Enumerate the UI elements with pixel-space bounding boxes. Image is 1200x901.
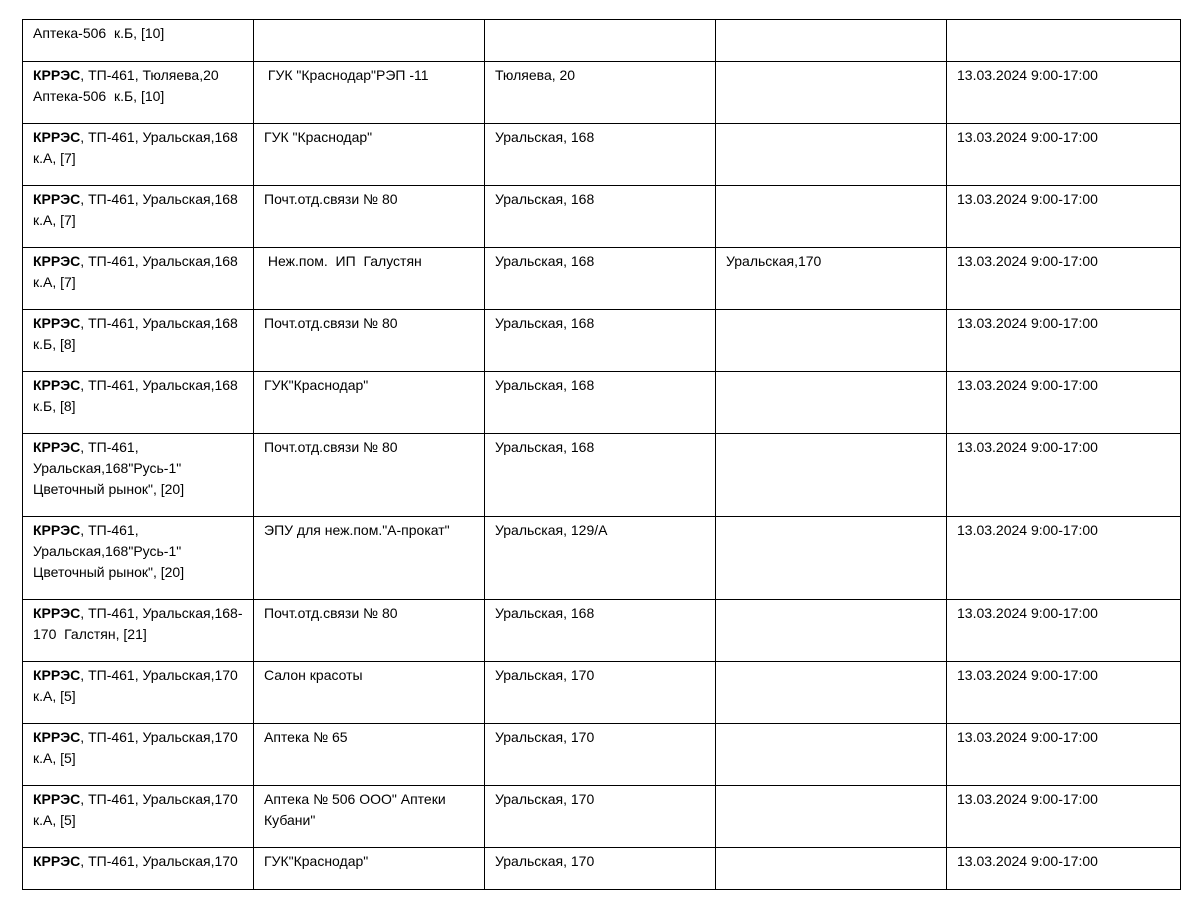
cell-feeder — [23, 186, 254, 248]
cell-extra-address — [716, 434, 947, 517]
cell-consumer: ГУК "Краснодар" — [254, 124, 485, 186]
cell-extra-address — [716, 310, 947, 372]
network-name: КРРЭС — [33, 853, 81, 869]
table-row — [23, 786, 1181, 848]
feeder-location: , ТП-461, Уральская,168"Русь-1" Цветочный рынок", [20] — [33, 439, 185, 497]
feeder-location: , ТП-461, Уральская,168- 170 Галстян, [21] — [33, 605, 243, 642]
cell-date: 13.03.2024 9:00-17:00 — [947, 372, 1181, 434]
feeder-location: , ТП-461, Уральская,170 к.А, [5] — [33, 667, 238, 704]
cell-consumer: ГУК"Краснодар" — [254, 372, 485, 434]
cell-feeder — [23, 848, 254, 890]
network-name: КРРЭС — [33, 67, 81, 83]
feeder-location: , ТП-461, Уральская,168"Русь-1" Цветочный рынок", [20] — [33, 522, 185, 580]
network-name: КРРЭС — [33, 667, 81, 683]
feeder-location: , ТП-461, Уральская,168 к.Б, [8] — [33, 315, 238, 352]
network-name: КРРЭС — [33, 605, 81, 621]
network-name: КРРЭС — [33, 439, 81, 455]
cell-address: Тюляева, 20 — [485, 62, 716, 124]
cell-extra-address — [716, 186, 947, 248]
network-name: КРРЭС — [33, 253, 81, 269]
feeder-location: , ТП-461, Уральская,170 — [80, 853, 238, 869]
cell-consumer — [254, 20, 485, 62]
table-row — [23, 372, 1181, 434]
cell-feeder — [23, 786, 254, 848]
network-name: КРРЭС — [33, 522, 81, 538]
cell-address: Уральская, 129/А — [485, 517, 716, 600]
network-name: КРРЭС — [33, 791, 81, 807]
feeder-location: , ТП-461, Тюляева,20 Аптека-506 к.Б, [10] — [33, 67, 219, 104]
cell-feeder — [23, 372, 254, 434]
network-name: КРРЭС — [33, 729, 81, 745]
table-row — [23, 310, 1181, 372]
cell-feeder — [23, 517, 254, 600]
feeder-location: , ТП-461, Уральская,168 к.А, [7] — [33, 129, 238, 166]
feeder-location: , ТП-461, Уральская,170 к.А, [5] — [33, 791, 238, 828]
cell-address: Уральская, 170 — [485, 848, 716, 890]
cell-consumer: ГУК"Краснодар" — [254, 848, 485, 890]
table-row — [23, 62, 1181, 124]
network-name: КРРЭС — [33, 191, 81, 207]
table-row — [23, 662, 1181, 724]
cell-extra-address — [716, 517, 947, 600]
table-row — [23, 124, 1181, 186]
network-name: КРРЭС — [33, 315, 81, 331]
cell-address: Уральская, 170 — [485, 786, 716, 848]
cell-consumer: Почт.отд.связи № 80 — [254, 434, 485, 517]
cell-address — [485, 20, 716, 62]
cell-consumer: Салон красоты — [254, 662, 485, 724]
cell-consumer: Почт.отд.связи № 80 — [254, 186, 485, 248]
cell-extra-address: Уральская,170 — [716, 248, 947, 310]
cell-feeder — [23, 662, 254, 724]
cell-address: Уральская, 170 — [485, 662, 716, 724]
cell-address: Уральская, 168 — [485, 372, 716, 434]
network-name: КРРЭС — [33, 377, 81, 393]
cell-address: Уральская, 168 — [485, 186, 716, 248]
cell-consumer: ГУК "Краснодар"РЭП -11 — [254, 62, 485, 124]
cell-feeder — [23, 124, 254, 186]
cell-date: 13.03.2024 9:00-17:00 — [947, 434, 1181, 517]
cell-address: Уральская, 168 — [485, 434, 716, 517]
cell-date: 13.03.2024 9:00-17:00 — [947, 724, 1181, 786]
feeder-location: Аптека-506 к.Б, [10] — [33, 25, 165, 41]
cell-extra-address — [716, 600, 947, 662]
outage-table — [22, 19, 1181, 890]
network-name: КРРЭС — [33, 129, 81, 145]
feeder-location: , ТП-461, Уральская,168 к.А, [7] — [33, 191, 238, 228]
feeder-location: , ТП-461, Уральская,168 к.Б, [8] — [33, 377, 238, 414]
cell-extra-address — [716, 372, 947, 434]
table-row — [23, 600, 1181, 662]
table-row — [23, 20, 1181, 62]
cell-consumer: ЭПУ для неж.пом."А-прокат" — [254, 517, 485, 600]
cell-date: 13.03.2024 9:00-17:00 — [947, 848, 1181, 890]
cell-feeder — [23, 248, 254, 310]
cell-date: 13.03.2024 9:00-17:00 — [947, 62, 1181, 124]
cell-date: 13.03.2024 9:00-17:00 — [947, 600, 1181, 662]
table-row — [23, 724, 1181, 786]
table-row — [23, 186, 1181, 248]
cell-feeder — [23, 724, 254, 786]
cell-date: 13.03.2024 9:00-17:00 — [947, 186, 1181, 248]
cell-consumer: Почт.отд.связи № 80 — [254, 600, 485, 662]
table-row — [23, 434, 1181, 517]
table-row — [23, 248, 1181, 310]
cell-feeder — [23, 434, 254, 517]
cell-consumer: Почт.отд.связи № 80 — [254, 310, 485, 372]
cell-date: 13.03.2024 9:00-17:00 — [947, 517, 1181, 600]
cell-date: 13.03.2024 9:00-17:00 — [947, 662, 1181, 724]
cell-extra-address — [716, 62, 947, 124]
cell-consumer: Аптека № 506 ООО" Аптеки Кубани" — [254, 786, 485, 848]
cell-date — [947, 20, 1181, 62]
cell-address: Уральская, 170 — [485, 724, 716, 786]
cell-extra-address — [716, 724, 947, 786]
cell-extra-address — [716, 662, 947, 724]
cell-address: Уральская, 168 — [485, 124, 716, 186]
cell-extra-address — [716, 848, 947, 890]
cell-date: 13.03.2024 9:00-17:00 — [947, 124, 1181, 186]
outage-table-body — [23, 20, 1181, 890]
cell-address: Уральская, 168 — [485, 600, 716, 662]
table-row — [23, 517, 1181, 600]
cell-extra-address — [716, 786, 947, 848]
cell-consumer: Аптека № 65 — [254, 724, 485, 786]
cell-extra-address — [716, 20, 947, 62]
table-row — [23, 848, 1181, 890]
cell-feeder — [23, 62, 254, 124]
cell-address: Уральская, 168 — [485, 310, 716, 372]
feeder-location: , ТП-461, Уральская,168 к.А, [7] — [33, 253, 238, 290]
cell-date: 13.03.2024 9:00-17:00 — [947, 248, 1181, 310]
feeder-location: , ТП-461, Уральская,170 к.А, [5] — [33, 729, 238, 766]
cell-feeder — [23, 600, 254, 662]
cell-date: 13.03.2024 9:00-17:00 — [947, 310, 1181, 372]
cell-extra-address — [716, 124, 947, 186]
cell-address: Уральская, 168 — [485, 248, 716, 310]
cell-consumer: Неж.пом. ИП Галустян — [254, 248, 485, 310]
cell-date: 13.03.2024 9:00-17:00 — [947, 786, 1181, 848]
cell-feeder — [23, 20, 254, 62]
cell-feeder — [23, 310, 254, 372]
